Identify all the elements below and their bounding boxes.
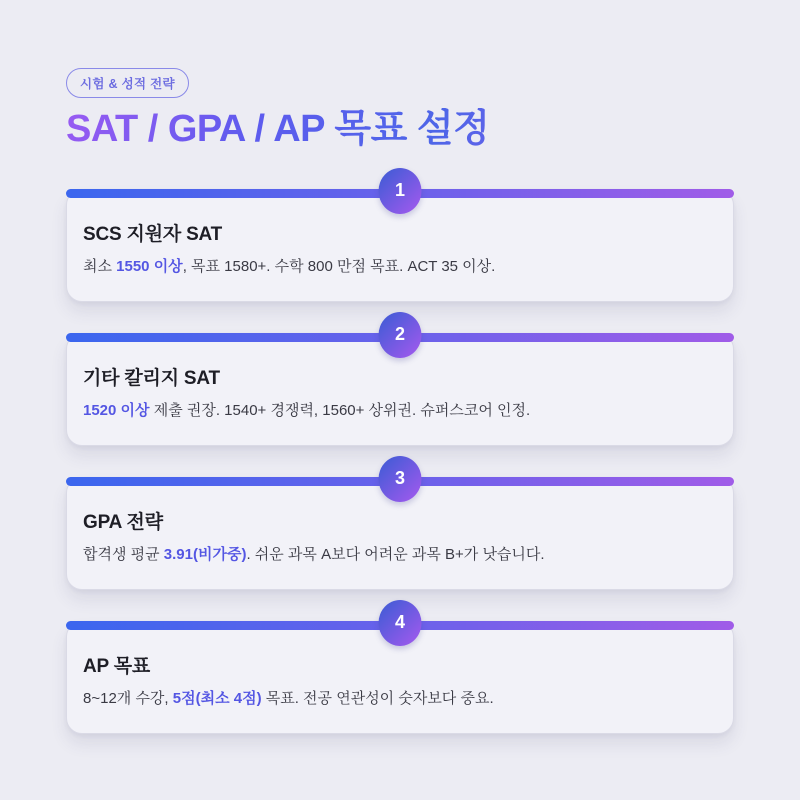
desc-text: 최소 xyxy=(83,257,117,275)
desc-highlight: 5점(최소 4점) xyxy=(172,689,262,707)
card-title: AP 목표 xyxy=(83,655,151,677)
card-title: GPA 전략 xyxy=(83,511,163,533)
step-number-badge: 3 xyxy=(379,456,422,502)
card-description xyxy=(83,256,717,277)
card-title: SCS 지원자 SAT xyxy=(83,223,223,245)
page-title: SAT / GPA / AP 목표 설정 xyxy=(66,108,734,152)
desc-text: , 목표 1580+. 수학 800 만점 목표. ACT 35 이상. xyxy=(182,257,496,275)
desc-text: 제출 권장. 1540+ 경쟁력, 1560+ 상위권. 슈퍼스코어 인정. xyxy=(149,401,531,419)
step-number-badge: 1 xyxy=(379,168,422,214)
card-title: 기타 칼리지 SAT xyxy=(83,367,220,389)
desc-text: . 쉬운 과목 A보다 어려운 과목 B+가 낫습니다. xyxy=(246,545,545,563)
card-section-2 xyxy=(66,312,734,446)
desc-text: 합격생 평균 xyxy=(83,545,164,563)
card-section-3 xyxy=(66,456,734,590)
desc-highlight: 1520 이상 xyxy=(83,401,150,419)
desc-highlight: 3.91(비가중) xyxy=(163,545,247,563)
card-description xyxy=(83,400,717,421)
card-description xyxy=(83,688,717,709)
desc-text: 8~12개 수강, xyxy=(83,689,173,707)
step-number-badge: 2 xyxy=(379,312,422,358)
desc-highlight: 1550 이상 xyxy=(116,257,183,275)
category-badge: 시험 & 성적 전략 xyxy=(66,68,189,98)
card-description xyxy=(83,544,717,565)
step-number-badge: 4 xyxy=(379,600,422,646)
card-section-4 xyxy=(66,600,734,734)
desc-text: 목표. 전공 연관성이 숫자보다 중요. xyxy=(261,689,494,707)
card-section-1 xyxy=(66,168,734,302)
card-list xyxy=(66,168,734,734)
